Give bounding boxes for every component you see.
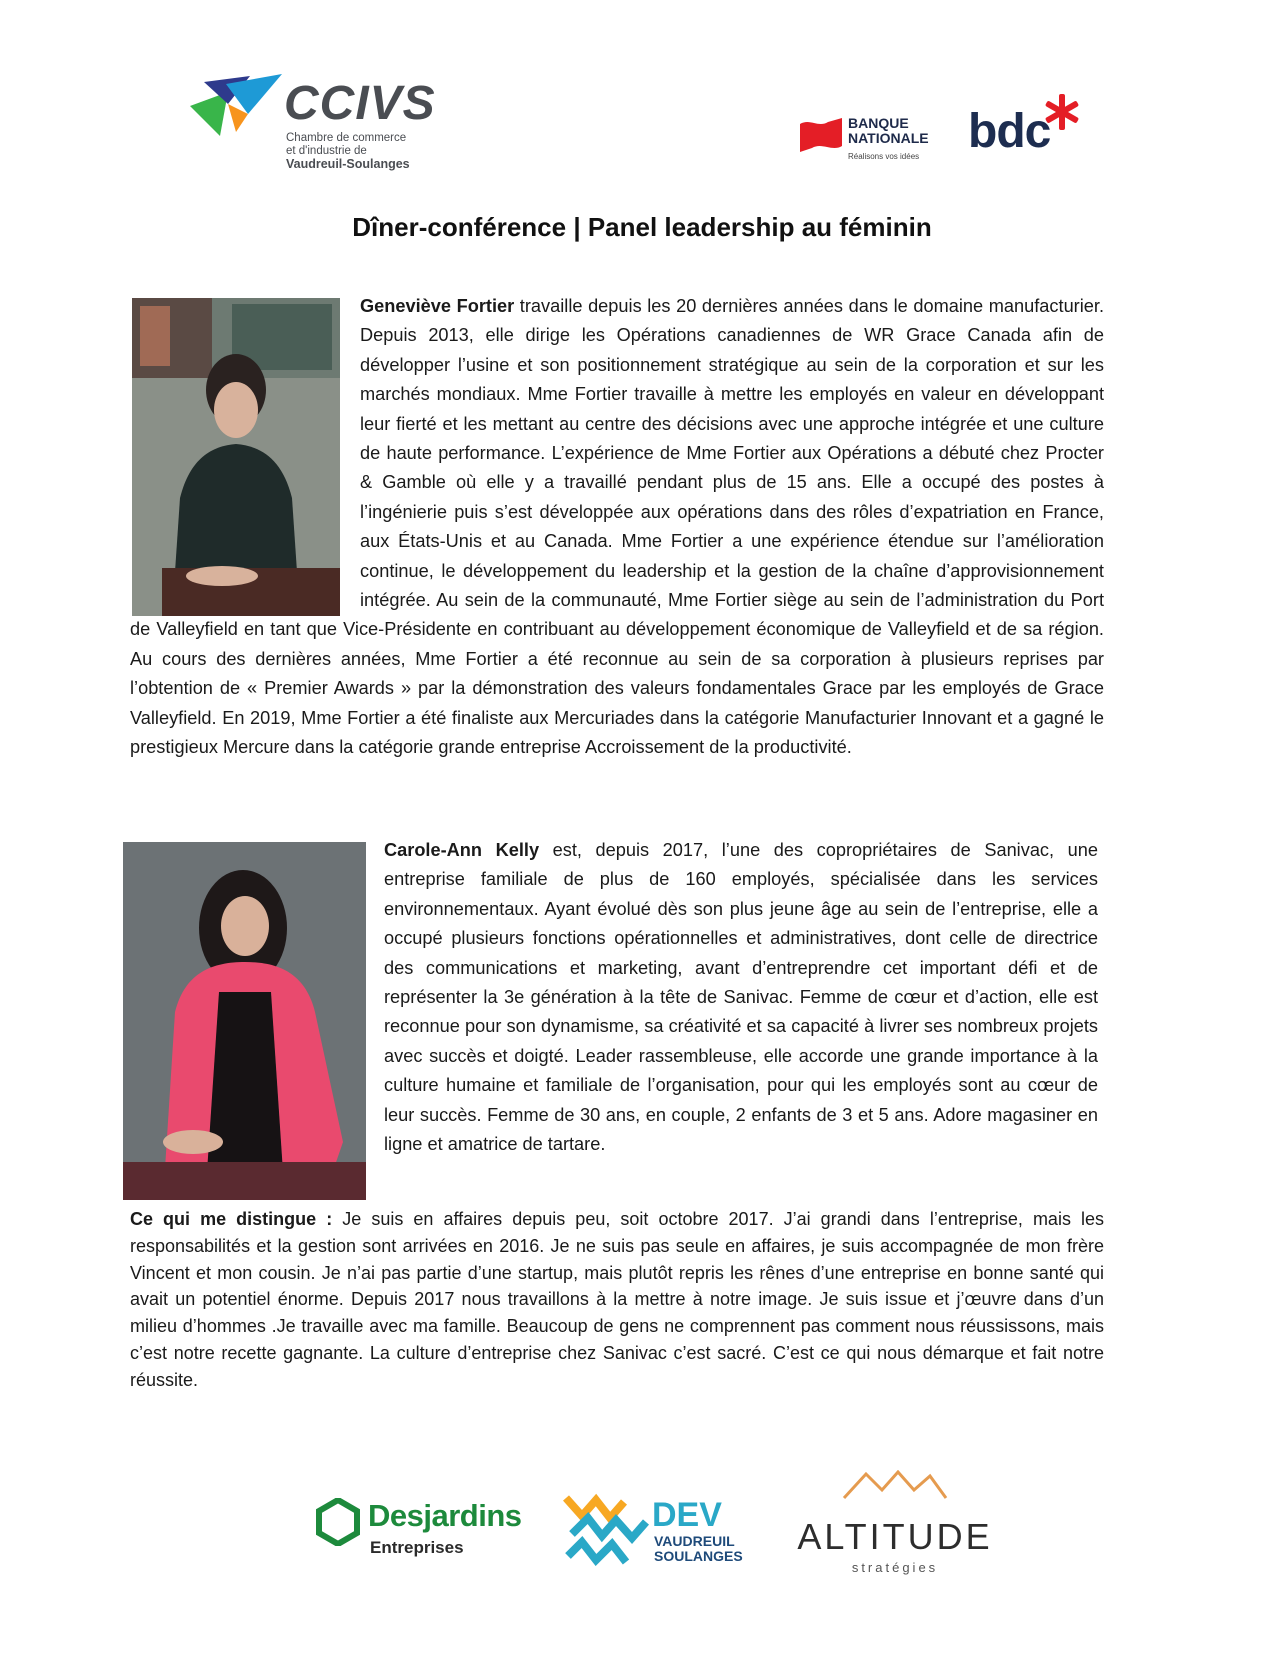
desjardins-sub: Entreprises <box>370 1538 464 1557</box>
dev-arrows-icon <box>562 1490 650 1566</box>
banque-nationale-logo <box>800 116 950 168</box>
altitude-mountains-icon <box>842 1470 948 1500</box>
ccivs-subtitle <box>286 132 410 171</box>
banque-nationale-name <box>848 116 929 146</box>
desjardins-name: Desjardins <box>368 1498 522 1533</box>
banque-nationale-flag-icon <box>800 118 842 152</box>
bdc-name: bdc <box>968 105 1051 158</box>
altitude-strategies-logo <box>790 1470 1000 1580</box>
bio1-name: Geneviève Fortier <box>360 296 515 316</box>
carole-ann-kelly-photo <box>123 842 366 1200</box>
ccivs-name: CCIVS <box>284 77 436 130</box>
bio1-text: travaille depuis les 20 dernières années dans le domaine manufacturier. Depuis 2013, elle dirige les Opérations canadiennes de WR Grace Canada afin de développer l’usine et son positionnement stratégique au sein de la corporation et sur les marchés mondiaux. Mme Fortier travaille à mettre les employés en valeur en développant leur fierté et les mettant au centre des décisions avec une approche intégrée et une culture de haute performance. L’expérience de Mme Fortier aux Opérations a débuté chez Procter & Gamble où elle y a travaillé pendant plus de 15 ans. Elle a occupé des postes à l’ingénierie puis s’est développée aux opérations dans des rôles d’expatriation en France, aux États-Unis et au Canada. Mme Fortier a une expérience étendue sur l’amélioration continue, le développement du leadership et la gestion de la chaîne d’approvisionnement intégrée. Au sein de la communauté, Mme Fortier siège au sein de l’administration du Port de Valleyfield en tant que Vice-Présidente en contribuant au développement économique de Valleyfield et de sa région. Au cours des dernières années, Mme Fortier a été reconnue au sein de sa corporation à plusieurs reprises par l’obtention de « Premier Awards » par la démonstration des valeurs fondamentales Grace par les employés de Grace Valleyfield. En 2019, Mme Fortier a été finaliste aux Mercuriades dans la catégorie Manufacturier Innovant et a gagné le prestigieux Mercure dans la catégorie grande entreprise Accroissement de la productivité. <box>130 296 1104 758</box>
bio2-text: est, depuis 2017, l’une des copropriétaires de Sanivac, une entreprise familiale de plus de 160 employés, spécialisée dans les services environnementaux. Ayant évolué dès son plus jeune âge au sein de l’entreprise, elle a occupé plusieurs fonctions opérationnelles et administratives, dont celle de directrice des communications et marketing, avant d’entreprendre cet important défi et de représenter la 3e génération à la tête de Sanivac. Femme de cœur et d’action, elle est reconnue pour son dynamisme, sa créativité et sa capacité à livrer ses nombreux projets avec succès et doigté. Leader rassembleuse, elle accorde une grande importance à la culture humaine et familiale de l’organisation, pour qui les employés sont au cœur de leur succès. Femme de 30 ans, en couple, 2 enfants de 3 et 5 ans. Adore magasiner en ligne et amatrice de tartare. <box>384 840 1098 1155</box>
bio2-name: Carole-Ann Kelly <box>384 840 540 860</box>
dev-line1: VAUDREUIL <box>654 1533 735 1549</box>
distinction-label: Ce qui me distingue : <box>130 1209 333 1229</box>
distinction-text: Je suis en affaires depuis peu, soit octobre 2017. J’ai grandi dans l’entreprise, mais les responsabilités et la gestion sont arrivées en 2016. Je ne suis pas seule en affaires, je suis accompagnée de mon frère Vincent et mon cousin. Je n’ai pas partie d’une startup, mais plutôt repris les rênes d’une entreprise en bonne santé qui avait un potentiel énorme. Depuis 2017 nous travaillons à la mettre à notre image. Je suis issue et j’œuvre dans d’un milieu d’hommes .Je travaille avec ma famille. Beaucoup de gens ne comprennent pas comment nous réussissons, mais c’est notre recette gagnante. La culture d’entreprise chez Sanivac c’est sacré. C’est ce qui nous démarque et fait notre réussite. <box>130 1209 1105 1390</box>
bdc-logo <box>968 96 1088 166</box>
photo-spacer <box>130 292 360 612</box>
bn-line2: NATIONALE <box>848 130 929 146</box>
ccivs-line1: Chambre de commerce <box>286 132 407 144</box>
altitude-name: ALTITUDE <box>797 1516 993 1557</box>
ccivs-line3: Vaudreuil-Soulanges <box>286 157 410 171</box>
ccivs-arrow-icon <box>190 74 282 138</box>
altitude-sub: stratégies <box>851 1560 939 1575</box>
ccivs-line2: et d'industrie de <box>286 145 367 157</box>
bn-line1: BANQUE <box>848 115 909 131</box>
dev-sub <box>654 1534 743 1564</box>
document-title: Dîner-conférence | Panel leadership au féminin <box>352 212 932 242</box>
bdc-asterisk-icon <box>1044 94 1080 130</box>
distinction-paragraph <box>130 1206 1104 1394</box>
dev-vaudreuil-soulanges-logo <box>562 1490 747 1570</box>
dev-line2: SOULANGES <box>654 1548 743 1564</box>
dev-name: DEV <box>652 1496 722 1534</box>
ccivs-logo <box>190 70 450 180</box>
banque-nationale-tagline: Réalisons vos idées <box>848 152 920 161</box>
desjardins-hexagon-icon <box>316 1498 360 1546</box>
bio-carole-ann-kelly <box>384 836 1098 1159</box>
desjardins-logo <box>316 1498 546 1568</box>
bio-genevieve-fortier <box>130 292 1104 763</box>
